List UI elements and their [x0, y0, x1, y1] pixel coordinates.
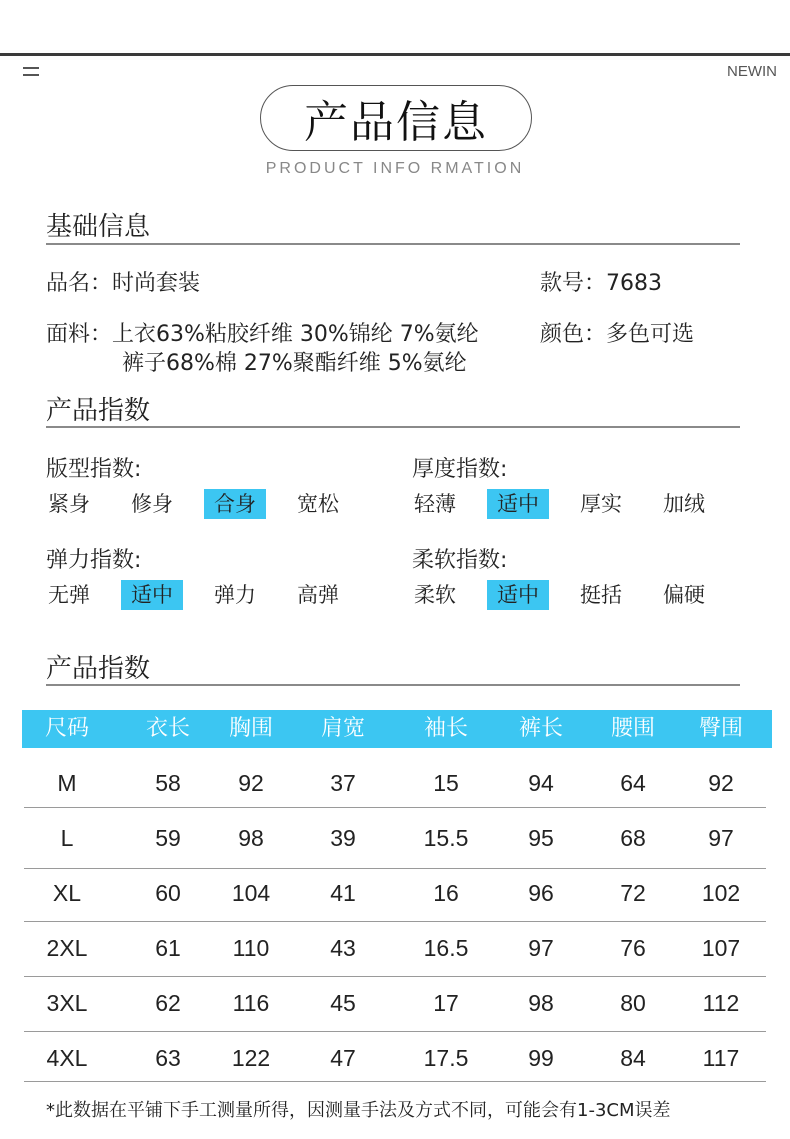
index-option: 无弹 — [48, 583, 90, 607]
table-cell: 102 — [701, 880, 741, 906]
table-cell: 39 — [330, 825, 356, 851]
table-cell: 60 — [155, 880, 181, 906]
table-cell: 15.5 — [423, 825, 469, 851]
menu-icon[interactable] — [23, 67, 39, 78]
index-option: 弹力 — [214, 583, 256, 607]
table-cell: 97 — [708, 825, 734, 851]
table-cell: 112 — [702, 990, 740, 1016]
table-cell: 98 — [238, 825, 264, 851]
row-divider — [24, 1081, 766, 1082]
index-option-selected: 适中 — [487, 489, 549, 519]
section-title-sizes: 产品指数 — [46, 654, 151, 684]
table-cell: 76 — [620, 935, 646, 961]
table-cell: 58 — [155, 770, 181, 796]
column-header: 衣长 — [145, 716, 190, 741]
table-cell: 17 — [433, 990, 459, 1016]
table-cell: 122 — [231, 1045, 271, 1071]
size-table-header — [22, 710, 772, 748]
column-header: 袖长 — [423, 716, 468, 741]
table-cell: 97 — [528, 935, 554, 961]
page-title: 产品信息 — [260, 85, 532, 151]
table-cell: 4XL — [46, 1045, 88, 1071]
table-cell: 98 — [528, 990, 554, 1016]
column-header: 肩宽 — [320, 716, 365, 741]
table-cell: 41 — [330, 880, 356, 906]
section-divider — [46, 243, 740, 245]
table-cell: 63 — [155, 1045, 181, 1071]
page-subtitle: PRODUCT INFO RMATION — [265, 160, 525, 177]
row-divider — [24, 976, 766, 977]
index-label: 版型指数: — [46, 457, 142, 482]
table-cell: 110 — [232, 935, 270, 961]
index-option: 紧身 — [48, 492, 90, 516]
table-cell: 116 — [232, 990, 270, 1016]
index-label: 厚度指数: — [412, 457, 508, 482]
table-cell: 80 — [620, 990, 646, 1016]
index-option: 加绒 — [663, 492, 705, 516]
table-cell: 99 — [528, 1045, 554, 1071]
table-cell: 59 — [155, 825, 181, 851]
column-header: 尺码 — [44, 716, 89, 741]
index-option: 偏硬 — [663, 583, 705, 607]
section-title-indices: 产品指数 — [46, 396, 151, 426]
index-option: 柔软 — [414, 583, 456, 607]
color-info: 颜色：多色可选 — [540, 322, 695, 347]
index-label: 弹力指数: — [46, 548, 142, 573]
style-number: 款号：7683 — [540, 271, 662, 296]
table-cell: 62 — [155, 990, 181, 1016]
brand-logo: NEWIN — [727, 63, 777, 80]
row-divider — [24, 807, 766, 808]
table-cell: 17.5 — [423, 1045, 469, 1071]
table-cell: 84 — [620, 1045, 646, 1071]
index-option-selected: 适中 — [487, 580, 549, 610]
table-cell: 92 — [238, 770, 264, 796]
table-cell: 16.5 — [423, 935, 469, 961]
index-option: 轻薄 — [414, 492, 456, 516]
top-divider — [0, 53, 790, 56]
index-option: 厚实 — [580, 492, 622, 516]
table-cell: 117 — [702, 1045, 740, 1071]
table-cell: 107 — [701, 935, 741, 961]
index-option-selected: 合身 — [204, 489, 266, 519]
table-cell: 45 — [330, 990, 356, 1016]
table-cell: 43 — [330, 935, 356, 961]
table-cell: 2XL — [46, 935, 88, 961]
column-header: 臀围 — [698, 716, 743, 741]
index-option: 高弹 — [297, 583, 339, 607]
table-cell: 96 — [528, 880, 554, 906]
table-cell: 95 — [528, 825, 554, 851]
index-label: 柔软指数: — [412, 548, 508, 573]
row-divider — [24, 868, 766, 869]
index-option-selected: 适中 — [121, 580, 183, 610]
table-cell: 15 — [433, 770, 459, 796]
product-name: 品名：时尚套装 — [46, 271, 201, 296]
table-cell: 16 — [433, 880, 459, 906]
column-header: 裤长 — [518, 716, 563, 741]
section-divider — [46, 684, 740, 686]
index-option: 宽松 — [297, 492, 339, 516]
table-cell: 68 — [620, 825, 646, 851]
table-cell: 94 — [528, 770, 554, 796]
table-cell: 61 — [155, 935, 181, 961]
table-cell: 37 — [330, 770, 356, 796]
table-cell: 3XL — [46, 990, 88, 1016]
table-cell: 104 — [231, 880, 271, 906]
row-divider — [24, 1031, 766, 1032]
column-header: 胸围 — [228, 716, 273, 741]
table-cell: 47 — [330, 1045, 356, 1071]
fabric-line-2: 裤子68%棉 27%聚酯纤维 5%氨纶 — [122, 351, 467, 376]
table-cell: 64 — [620, 770, 646, 796]
table-cell: L — [60, 825, 74, 851]
section-divider — [46, 426, 740, 428]
table-cell: 72 — [620, 880, 646, 906]
section-title-basic: 基础信息 — [46, 212, 151, 242]
index-option: 修身 — [131, 492, 173, 516]
fabric-line-1: 面料：上衣63%粘胶纤维 30%锦纶 7%氨纶 — [46, 322, 479, 347]
column-header: 腰围 — [610, 716, 655, 741]
table-cell: M — [57, 770, 77, 796]
index-option: 挺括 — [580, 583, 622, 607]
table-cell: XL — [52, 880, 82, 906]
measurement-footnote: *此数据在平铺下手工测量所得，因测量手法及方式不同，可能会有1-3CM误差 — [46, 1100, 671, 1121]
table-cell: 92 — [708, 770, 734, 796]
row-divider — [24, 921, 766, 922]
